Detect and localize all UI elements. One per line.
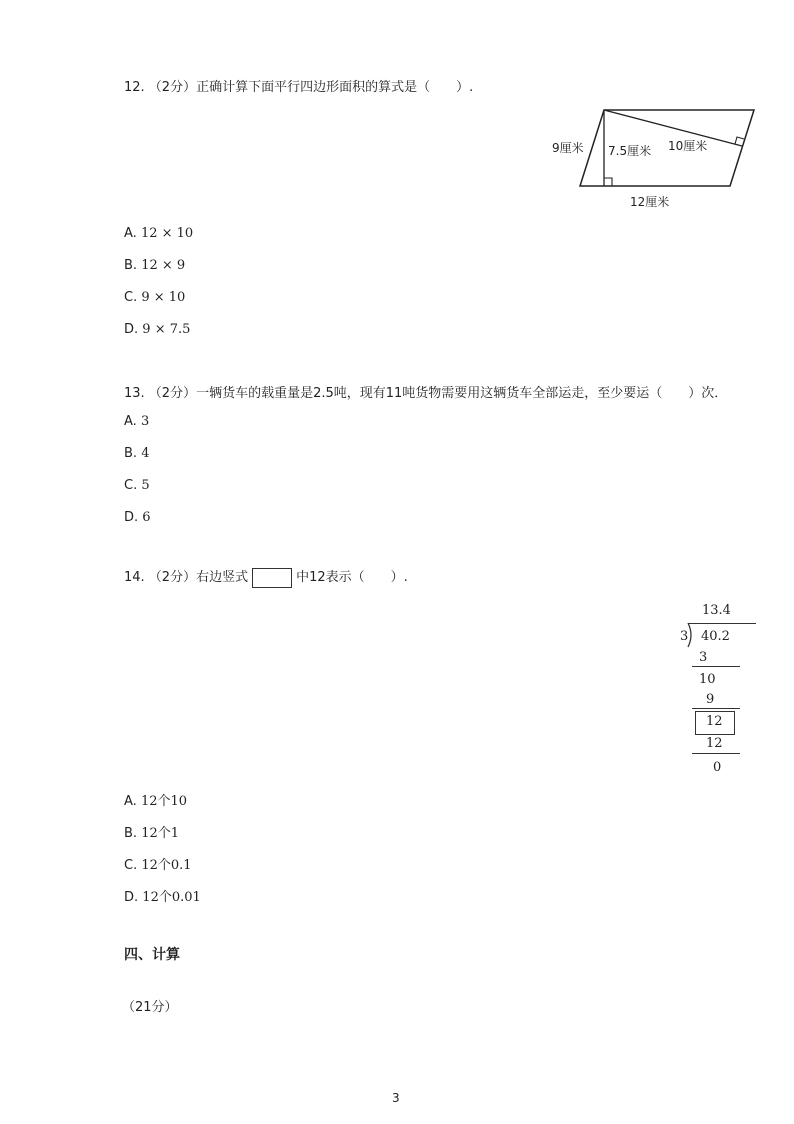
division-top-bar bbox=[688, 623, 756, 624]
option-text: 12个10 bbox=[140, 794, 188, 809]
q12-option-a[interactable] bbox=[124, 226, 193, 241]
label-base-12: 12厘米 bbox=[630, 195, 670, 209]
section-4-title: 四、计算 bbox=[124, 947, 180, 963]
q12-stem: 12. （2分）正确计算下面平行四边形面积的算式是（ ）. bbox=[124, 80, 474, 95]
division-dividend: 40.2 bbox=[701, 629, 730, 644]
option-letter: A. bbox=[124, 226, 137, 241]
q12-option-b[interactable] bbox=[124, 258, 185, 273]
option-text: 12 × 10 bbox=[140, 226, 194, 241]
option-text: 12个0.1 bbox=[141, 858, 192, 873]
option-letter: A. bbox=[124, 794, 137, 809]
division-line-2 bbox=[692, 708, 740, 709]
q12-option-d[interactable] bbox=[124, 322, 190, 337]
option-letter: D. bbox=[124, 322, 139, 337]
division-quotient: 13.4 bbox=[702, 603, 731, 618]
division-bracket bbox=[686, 622, 696, 648]
option-text: 9 × 10 bbox=[141, 290, 186, 305]
q14-inline-box bbox=[252, 568, 292, 588]
page-number: 3 bbox=[392, 1091, 400, 1105]
option-text: 9 × 7.5 bbox=[142, 322, 191, 337]
option-text: 12个1 bbox=[141, 826, 180, 841]
option-letter: A. bbox=[124, 414, 137, 429]
q13-option-b[interactable] bbox=[124, 446, 149, 461]
q14-stem bbox=[124, 567, 408, 589]
division-remainder: 0 bbox=[713, 760, 722, 775]
division-divisor: 3 bbox=[680, 629, 689, 644]
option-letter: B. bbox=[124, 826, 138, 841]
division-line-1 bbox=[692, 666, 740, 667]
division-step-1: 3 bbox=[699, 650, 708, 665]
option-text: 12个0.01 bbox=[142, 890, 201, 905]
q14-stem-after: 中12表示（ ）. bbox=[296, 570, 408, 585]
label-height-7-5: 7.5厘米 bbox=[608, 144, 652, 158]
label-height-10: 10厘米 bbox=[668, 139, 708, 153]
option-text: 4 bbox=[141, 446, 150, 461]
q13-option-c[interactable] bbox=[124, 478, 150, 493]
division-step-3: 9 bbox=[706, 692, 715, 707]
q14-option-d[interactable] bbox=[124, 886, 201, 905]
option-letter: C. bbox=[124, 290, 138, 305]
option-text: 12 × 9 bbox=[141, 258, 186, 273]
option-letter: C. bbox=[124, 858, 138, 873]
division-step-4-boxed: 12 bbox=[706, 714, 723, 729]
q13-option-d[interactable] bbox=[124, 510, 151, 525]
q14-option-a[interactable] bbox=[124, 790, 187, 809]
right-angle-mark-side bbox=[735, 137, 744, 144]
option-text: 5 bbox=[141, 478, 150, 493]
q14-option-b[interactable] bbox=[124, 822, 179, 841]
option-letter: D. bbox=[124, 890, 139, 905]
q12-option-c[interactable] bbox=[124, 290, 185, 305]
option-letter: B. bbox=[124, 446, 138, 461]
q13-stem: 13. （2分）一辆货车的载重量是2.5吨，现有11吨货物需要用这辆货车全部运走，至少要运（ ）次． bbox=[124, 386, 728, 401]
option-text: 6 bbox=[142, 510, 151, 525]
option-letter: B. bbox=[124, 258, 138, 273]
option-text: 3 bbox=[140, 414, 150, 429]
label-side-9: 9厘米 bbox=[552, 141, 584, 155]
division-step-2: 10 bbox=[699, 672, 716, 687]
q14-option-c[interactable] bbox=[124, 854, 192, 873]
q13-option-a[interactable] bbox=[124, 414, 149, 429]
division-step-5: 12 bbox=[706, 736, 723, 751]
q12-parallelogram-figure bbox=[540, 100, 770, 215]
division-line-3 bbox=[692, 753, 740, 754]
option-letter: D. bbox=[124, 510, 139, 525]
section-4-score: （21分） bbox=[122, 1000, 178, 1015]
parallelogram-shape bbox=[580, 110, 754, 186]
option-letter: C. bbox=[124, 478, 138, 493]
q14-stem-before: 14. （2分）右边竖式 bbox=[124, 570, 249, 585]
right-angle-mark-base bbox=[604, 178, 612, 186]
